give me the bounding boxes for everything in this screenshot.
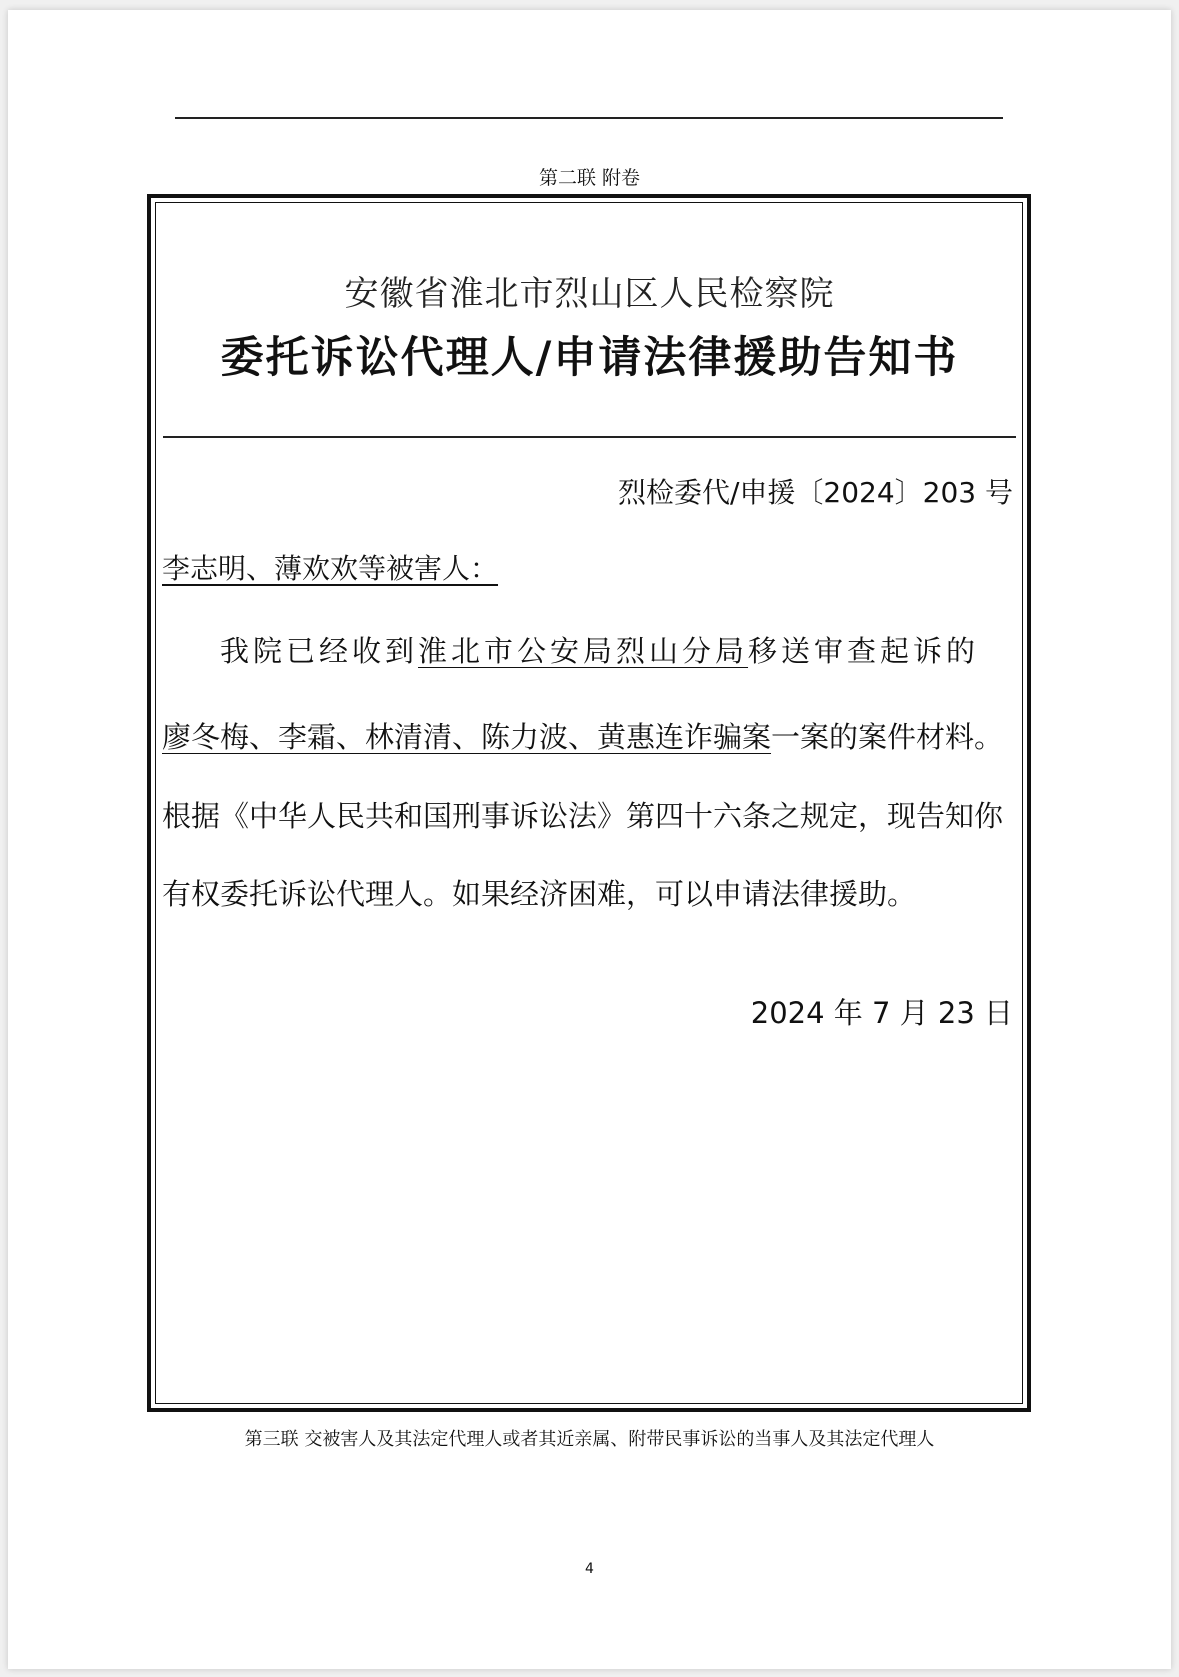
body-line-4: 有权委托诉讼代理人。如果经济困难，可以申请法律援助。 — [162, 877, 917, 911]
body-line-1-prefix: 我院已经收到 — [220, 634, 419, 668]
copy-label: 第二联 附卷 — [538, 167, 641, 189]
page-number: 4 — [585, 1561, 594, 1577]
case-name: 廖冬梅、李霜、林清清、陈力波、黄惠连诈骗案 — [162, 720, 772, 754]
body-line-2 — [162, 717, 1014, 757]
addressee — [162, 550, 498, 588]
title-divider — [163, 436, 1016, 438]
document-number: 烈检委代/申援〔2024〕203 号 — [617, 476, 1013, 509]
document-date: 2024 年 7 月 23 日 — [750, 996, 1013, 1030]
body-line-3: 根据《中华人民共和国刑事诉讼法》第四十六条之规定，现告知你 — [162, 799, 1004, 833]
organization-name: 安徽省淮北市烈山区人民检察院 — [344, 274, 835, 314]
addressee-text: 李志明、薄欢欢等被害人： — [162, 552, 499, 585]
body-line-1-suffix: 移送审查起诉的 — [748, 634, 980, 668]
body-line-2-suffix: 一案的案件材料。 — [771, 720, 1004, 754]
document-title: 委托诉讼代理人/申请法律援助告知书 — [220, 333, 959, 383]
transferring-agency: 淮北市公安局烈山分局 — [418, 634, 749, 668]
body-line-1 — [162, 631, 1014, 671]
footer-note: 第三联 交被害人及其法定代理人或者其近亲属、附带民事诉讼的当事人及其法定代理人 — [244, 1429, 935, 1450]
top-rule — [175, 117, 1003, 119]
